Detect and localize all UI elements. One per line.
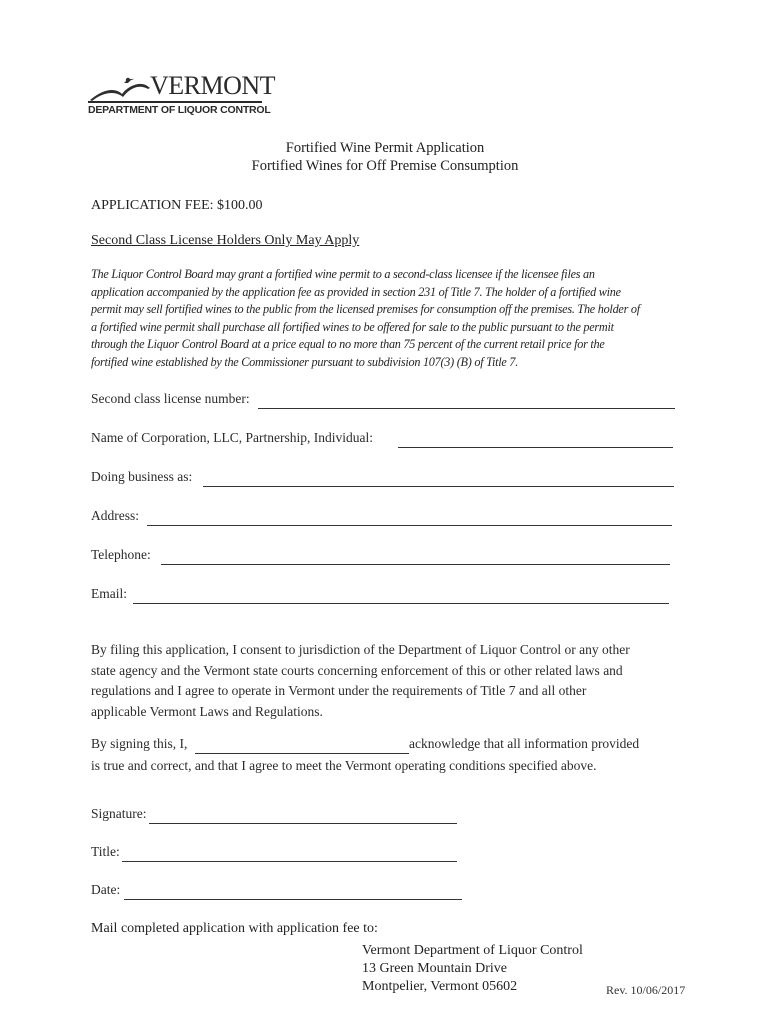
dba-input-line[interactable] [203, 486, 674, 487]
logo-wordmark: VERMONT [150, 71, 276, 100]
name-field[interactable] [91, 430, 673, 448]
mail-address-line3: Montpelier, Vermont 05602 [362, 979, 518, 994]
form-subtitle: Fortified Wines for Off Premise Consumption [251, 158, 519, 174]
mail-address-line1: Vermont Department of Liquor Control [362, 943, 583, 958]
dba-label: Doing business as: [91, 469, 193, 484]
email-field[interactable] [91, 586, 669, 604]
ack-name-input-line[interactable] [195, 753, 409, 754]
consent-paragraph [91, 640, 681, 722]
acknowledgement-line [91, 736, 661, 754]
title-label: Title: [91, 844, 120, 859]
vermont-dlc-logo [88, 71, 276, 118]
ack-prefix: By signing this, I, [91, 736, 188, 751]
mountain-icon [88, 76, 152, 102]
dba-field[interactable] [91, 469, 674, 487]
name-input-line[interactable] [398, 447, 673, 448]
telephone-input-line[interactable] [161, 564, 670, 565]
consent-line: applicable Vermont Laws and Regulations. [91, 703, 323, 719]
intro-line: application accompanied by the application fee as provided in section 231 of Title 7. The holder of a fortified wine [91, 284, 621, 299]
ack-suffix: acknowledge that all information provided [409, 736, 640, 751]
signature-input-line[interactable] [149, 823, 457, 824]
eligibility-heading: Second Class License Holders Only May Apply [91, 233, 360, 248]
date-label: Date: [91, 882, 121, 897]
email-label: Email: [91, 586, 127, 601]
consent-line: regulations and I agree to operate in Vermont under the requirements of Title 7 and all other [91, 683, 587, 698]
consent-line: state agency and the Vermont state courts concerning enforcement of this or other related laws and [91, 662, 623, 678]
title-field[interactable] [91, 844, 457, 862]
address-input-line[interactable] [147, 525, 672, 526]
intro-line: permit may sell fortified wines to the public from the licensed premises for consumption off the premises. The holder of [91, 302, 640, 316]
revision-date: Rev. 10/06/2017 [606, 983, 686, 997]
date-input-line[interactable] [124, 899, 462, 900]
address-field[interactable] [91, 508, 672, 526]
title-input-line[interactable] [122, 861, 457, 862]
email-input-line[interactable] [133, 603, 669, 604]
intro-line: through the Liquor Control Board at a price equal to no more than 75 percent of the current retail price for the [91, 337, 605, 351]
logo-divider [88, 101, 262, 103]
license-number-input-line[interactable] [258, 408, 675, 409]
consent-line: By filing this application, I consent to jurisdiction of the Department of Liquor Control or any other [91, 642, 630, 657]
form-title: Fortified Wine Permit Application [285, 140, 485, 156]
address-label: Address: [91, 508, 139, 523]
mail-instruction: Mail completed application with application fee to: [91, 921, 378, 936]
intro-line: The Liquor Control Board may grant a fortified wine permit to a second-class licensee if the licensee files an [91, 267, 595, 281]
name-label: Name of Corporation, LLC, Partnership, Individual: [91, 430, 373, 445]
acknowledgement-continuation [91, 756, 596, 777]
telephone-label: Telephone: [91, 547, 151, 562]
mail-address-line2: 13 Green Mountain Drive [362, 961, 508, 976]
intro-line: fortified wine established by the Commissioner pursuant to subdivision 107(3) (B) of Title 7. [91, 354, 518, 369]
license-number-label: Second class license number: [91, 391, 250, 406]
date-field[interactable] [91, 882, 462, 900]
signature-field[interactable] [91, 806, 457, 824]
ack-line2: is true and correct, and that I agree to meet the Vermont operating conditions specified above. [91, 758, 597, 773]
intro-paragraph [91, 266, 681, 371]
intro-line: a fortified wine permit shall purchase all fortified wines to be offered for sale to the public pursuant to the permit [91, 319, 614, 334]
signature-label: Signature: [91, 806, 147, 821]
telephone-field[interactable] [91, 547, 670, 565]
license-number-field[interactable] [91, 391, 675, 409]
application-fee: APPLICATION FEE: $100.00 [91, 198, 263, 213]
logo-department: DEPARTMENT OF LIQUOR CONTROL [88, 104, 271, 116]
